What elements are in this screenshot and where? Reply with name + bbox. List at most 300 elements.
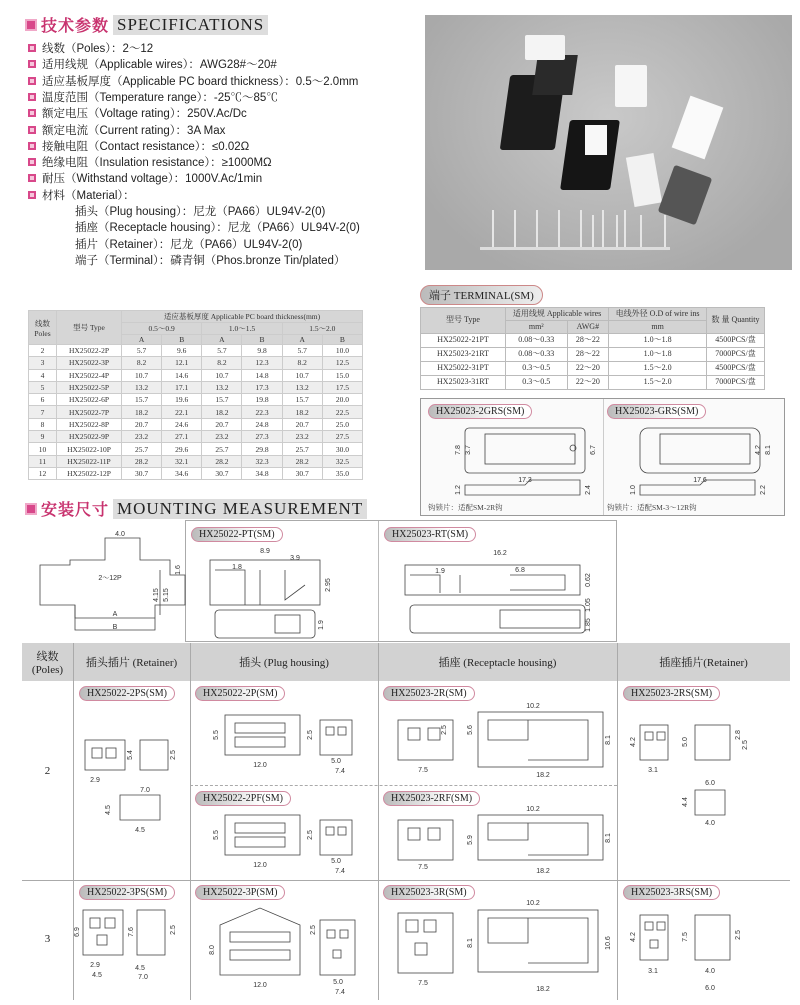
spec-item [28,187,135,203]
table-cell: 10.7 [122,369,162,381]
part-label-rt: HX25023-RT(SM) [384,527,476,542]
spec-text: 温度范围（Temperature range）：-25℃～85℃ [42,91,278,104]
header-a: A [202,335,242,345]
table-cell: 27.5 [322,431,362,443]
table-cell: 10.0 [322,345,362,357]
table-cell: HX25022-31PT [421,362,506,376]
dimension-label: 5.6 [467,725,474,735]
table-cell: 13.2 [122,381,162,393]
material-text: 插片（Retainer）：尼龙（PA66）UL94V-2(0) [75,238,303,251]
dimension-label: 12.0 [253,862,267,869]
dimension-label: 5.15 [163,588,170,602]
part-label-grs: HX25023-GRS(SM) [607,404,706,419]
table-row [29,455,363,467]
technical-drawing [30,530,180,638]
dimension-label: 2.5 [170,750,177,760]
drawing-outline [400,545,600,640]
spec-item [28,122,225,138]
dimension-label: 1.6 [175,565,182,575]
dimension-label: 10.2 [526,703,540,710]
bullet-icon [28,191,36,199]
technical-drawing [205,545,355,640]
grid-header-receptacle-retainer: 插座插片(Retainer) [617,643,790,681]
lock-note-2grs: 钩锁片：适配SM-2R钩 [428,503,503,512]
drawing-outline [75,900,187,1000]
header-od-mm: mm [609,321,707,334]
specifications-title-zh: 技术参数 [41,18,110,35]
dimension-label: 8.0 [209,945,216,955]
dimension-label: 8.1 [765,445,772,455]
table-row [29,406,363,418]
dimension-label: 4.5 [105,805,112,815]
table-cell: HX25022-7P [57,406,122,418]
table-cell: 23.2 [202,431,242,443]
spec-text: 耐压（Withstand voltage）：1000V.Ac/1min [42,173,263,186]
section-bullet-icon [25,19,37,31]
table-cell: 8.2 [202,357,242,369]
dimension-label: 5.0 [331,858,341,865]
table-cell: 5.7 [282,345,322,357]
dimension-label: 10.2 [526,900,540,907]
spec-item [28,105,247,121]
dimension-label: 3.9 [290,555,300,562]
dimension-label: 2.5 [742,740,749,750]
drawing-outline [388,700,613,780]
dimension-label: 1.9 [318,620,325,630]
spec-text: 材料（Material）： [42,189,135,202]
dimension-label: 12.0 [253,762,267,769]
dimension-label: 1.0 [630,485,637,495]
table-cell: 25.7 [122,443,162,455]
table-row [421,376,765,390]
material-text: 端子（Terminal）：磷青铜（Phos.bronze Tin/plated） [75,254,346,267]
spec-item [28,170,262,186]
dimension-label: 7.6 [128,927,135,937]
bullet-icon [28,77,36,85]
table-cell: 12 [29,467,57,479]
dimension-label: 5.0 [331,758,341,765]
table-cell: 22～20 [567,362,609,376]
table-cell: 1.0～1.8 [609,348,707,362]
dimension-label: 1.05 [585,598,592,612]
header-type: 型号 Type [57,311,122,345]
table-cell: 24.8 [242,418,282,430]
spec-text: 线数（Poles）：2～12 [42,43,154,55]
table-row [29,357,363,369]
dimension-label: 7.5 [418,767,428,774]
table-cell: 29.6 [162,443,202,455]
table-cell: 28.2 [202,455,242,467]
dimension-label: 2.4 [585,485,592,495]
table-cell: HX25022-3P [57,357,122,369]
technical-drawing [388,898,613,1000]
dimension-label: 5.9 [467,835,474,845]
header-type: 型号 Type [421,308,506,334]
mounting-heading [25,497,367,520]
drawing-outline [80,710,185,840]
part-label-2rs: HX25023-2RS(SM) [623,686,720,701]
technical-drawing [400,545,600,640]
technical-drawing [625,905,775,1000]
table-cell: 9.6 [162,345,202,357]
dimension-label: 7.5 [418,864,428,871]
bullet-icon [28,142,36,150]
dimension-label: 2.95 [325,578,332,592]
table-cell: 4500PCS/盘 [707,334,765,348]
dimension-label: 8.1 [467,938,474,948]
table-cell: HX25022-5P [57,381,122,393]
table-cell: 15.7 [202,394,242,406]
table-cell: 5.7 [202,345,242,357]
dimension-label: 1.2 [455,485,462,495]
table-cell: HX25022-21PT [421,334,506,348]
grid-header-plug-housing: 插头 (Plug housing) [190,643,378,681]
material-item [75,219,360,235]
technical-drawing [200,705,370,780]
part-label-3p: HX25022-3P(SM) [195,885,285,900]
dimension-label: 1.8 [232,564,242,571]
dimension-label: 10.6 [605,936,612,950]
grid-header-plug-retainer: 插头插片 (Retainer) [73,643,190,681]
drawing-outline [30,530,180,638]
table-cell: 13.2 [202,381,242,393]
table-cell: 4 [29,369,57,381]
drawing-outline [205,545,355,640]
table-cell: 18.2 [202,406,242,418]
material-item [75,203,325,219]
table-cell: 12.5 [322,357,362,369]
table-cell: 19.8 [242,394,282,406]
header-quantity: 数 量 Quantity [707,308,765,334]
technical-drawing [625,710,775,835]
dimension-label: A [112,611,118,618]
table-cell: 22.3 [242,406,282,418]
spec-text: 适用线规（Applicable wires）：AWG28#～20# [42,59,277,72]
material-text: 插座（Receptacle housing）：尼龙（PA66）UL94V-2(0) [75,222,360,235]
table-cell: 19.6 [162,394,202,406]
table-cell: 2 [29,345,57,357]
table-cell: 18.2 [282,406,322,418]
table-cell: 20.7 [122,418,162,430]
header-b: B [242,335,282,345]
table-cell: 8.2 [122,357,162,369]
part-label-3ps: HX25022-3PS(SM) [79,885,175,900]
table-cell: 32.5 [322,455,362,467]
table-cell: HX25023-21RT [421,348,506,362]
table-cell: 35.0 [322,467,362,479]
table-row [29,369,363,381]
dimension-label: 7.8 [455,445,462,455]
header-mm2: mm² [506,321,568,334]
technical-drawing [80,710,185,840]
dimension-label: 7.5 [418,980,428,987]
table-cell: 10.7 [282,369,322,381]
table-cell: 30.7 [122,467,162,479]
table-cell: 29.8 [242,443,282,455]
part-label-2grs: HX25023-2GRS(SM) [428,404,532,419]
table-cell: 23.2 [282,431,322,443]
bullet-icon [28,174,36,182]
bullet-icon [28,93,36,101]
mounting-title-zh: 安装尺寸 [41,502,110,519]
header-range: 1.5～2.0 [282,323,362,335]
table-cell: 34.6 [162,467,202,479]
table-cell: 10 [29,443,57,455]
table-row [29,418,363,430]
drawing-outline [455,420,595,500]
table-cell: 27.1 [162,431,202,443]
table-cell: 20.7 [202,418,242,430]
spec-item [28,56,277,72]
table-cell: 24.6 [162,418,202,430]
terminal-heading: 端子 TERMINAL(SM) [420,285,543,305]
terminal-table [420,307,765,390]
table-cell: 22.1 [162,406,202,418]
table-cell: 15.0 [322,369,362,381]
dimension-label: 8.1 [605,833,612,843]
table-cell: 0.08～0.33 [506,334,568,348]
table-row [421,348,765,362]
table-cell: 14.8 [242,369,282,381]
table-row [421,362,765,376]
table-cell: 14.6 [162,369,202,381]
table-cell: 17.5 [322,381,362,393]
dimension-label: 2.5 [441,725,448,735]
header-a: A [282,335,322,345]
technical-drawing [455,420,595,500]
table-cell: 22～20 [567,376,609,390]
bullet-icon [28,126,36,134]
bullet-icon [28,158,36,166]
dimension-label: 12.0 [253,982,267,989]
dimension-label: 17.3 [518,477,532,484]
header-poles: 线数 Poles [29,311,57,345]
dimension-label: 4.5 [135,827,145,834]
bullet-icon [28,44,36,52]
table-cell: HX25022-4P [57,369,122,381]
dimension-label: 6.9 [74,927,81,937]
product-photo [425,15,792,270]
table-cell: 25.7 [202,443,242,455]
drawing-outline [625,905,775,1000]
table-cell: 7000PCS/盘 [707,348,765,362]
specifications-heading [25,13,268,36]
dimension-label: 7.0 [138,974,148,981]
header-thickness: 适应基板厚度 Applicable PC board thickness(mm) [122,311,363,323]
dimension-label: 5.5 [213,830,220,840]
dimension-label: 18.2 [536,986,550,993]
table-cell: 34.8 [242,467,282,479]
table-cell: 23.2 [122,431,162,443]
table-row [29,431,363,443]
table-cell: HX25023-31RT [421,376,506,390]
dimension-label: 2.9 [90,777,100,784]
part-label-2rf: HX25023-2RF(SM) [383,791,480,806]
table-cell: HX25022-10P [57,443,122,455]
dimension-label: 10.2 [526,806,540,813]
dimension-label: 2.5 [735,930,742,940]
table-cell: 12.3 [242,357,282,369]
drawing-outline [200,805,370,875]
technical-drawing [630,420,770,500]
dimension-label: 17.6 [693,477,707,484]
dimension-label: 4.2 [755,445,762,455]
header-range: 1.0～1.5 [202,323,282,335]
table-cell: 8 [29,418,57,430]
dimension-label: 4.4 [682,797,689,807]
dimension-label: 2.5 [307,830,314,840]
dimension-label: 2.5 [307,730,314,740]
dimension-label: 6.7 [590,445,597,455]
table-cell: HX25022-12P [57,467,122,479]
specifications-title-en: SPECIFICATIONS [113,15,268,35]
dimension-label: 4.15 [153,588,160,602]
lock-note-grs: 钩锁片：适配SM-3～12R钩 [607,503,697,512]
technical-drawing [388,700,613,780]
table-cell: HX25022-6P [57,394,122,406]
dimension-label: 7.4 [335,768,345,775]
dimension-label: 4.0 [705,820,715,827]
dimension-label: 6.0 [705,985,715,992]
dimension-label: 5.0 [333,979,343,986]
header-od: 电线外径 O.D of wire ins [609,308,707,321]
header-a: A [122,335,162,345]
technical-drawing [200,805,370,875]
table-cell: 5 [29,381,57,393]
part-label-3rs: HX25023-3RS(SM) [623,885,720,900]
header-b: B [162,335,202,345]
table-cell: 17.1 [162,381,202,393]
table-cell: 28.2 [122,455,162,467]
dimension-label: 7.4 [335,989,345,996]
drawing-outline [200,900,370,1000]
spec-item [28,73,358,89]
table-cell: 22.5 [322,406,362,418]
drawing-outline [388,805,613,877]
table-cell: 28～22 [567,348,609,362]
dimension-label: 4.0 [115,531,125,538]
table-cell: 13.2 [282,381,322,393]
table-cell: 5.7 [122,345,162,357]
technical-drawing [200,900,370,1000]
dimension-label: 6.8 [515,567,525,574]
part-label-2ps: HX25022-2PS(SM) [79,686,175,701]
table-cell: HX25022-9P [57,431,122,443]
table-cell: HX25022-8P [57,418,122,430]
table-cell: 7000PCS/盘 [707,376,765,390]
table-cell: 25.0 [322,418,362,430]
spec-text: 接触电阻（Contact resistance）：≤0.02Ω [42,140,250,153]
table-cell: 28.2 [282,455,322,467]
table-row [29,394,363,406]
header-b: B [322,335,362,345]
table-cell: 30.0 [322,443,362,455]
table-cell: 25.7 [282,443,322,455]
table-cell: 8.2 [282,357,322,369]
poles-2: 2 [44,765,51,777]
board-thickness-table [28,310,363,480]
grid-header-receptacle-housing: 插座 (Receptacle housing) [378,643,617,681]
header-wires: 适用线规 Applicable wires [506,308,609,321]
dimension-label: 4.5 [92,972,102,979]
table-cell: 30.7 [202,467,242,479]
bullet-icon [28,109,36,117]
spec-item [28,154,272,170]
table-row [29,381,363,393]
dimension-label: 2.8 [735,730,742,740]
drawing-outline [625,710,775,835]
table-cell: 11 [29,455,57,467]
spec-text: 额定电压（Voltage rating）：250V.Ac/Dc [42,108,247,121]
table-cell: 18.2 [122,406,162,418]
table-cell: HX25022-11P [57,455,122,467]
dimension-label: 4.0 [705,968,715,975]
dimension-label: 16.2 [493,550,507,557]
drawing-outline [630,420,770,500]
dimension-label: 8.9 [260,548,270,555]
part-label-3r: HX25023-3R(SM) [383,885,475,900]
table-cell: 27.3 [242,431,282,443]
dimension-label: 4.2 [630,737,637,747]
table-cell: 20.0 [322,394,362,406]
spec-text: 额定电流（Current rating）：3A Max [42,124,226,137]
dimension-label: 1.9 [435,568,445,575]
technical-drawing [388,805,613,877]
table-row [29,467,363,479]
part-label-2pf: HX25022-2PF(SM) [195,791,291,806]
dimension-label: 4.2 [630,932,637,942]
table-row [29,443,363,455]
header-range: 0.5～0.9 [122,323,202,335]
dimension-label: 18.2 [536,868,550,875]
table-cell: 0.08～0.33 [506,348,568,362]
table-cell: 28～22 [567,334,609,348]
part-label-pt: HX25022-PT(SM) [191,527,283,542]
dimension-label: 2.5 [310,925,317,935]
dimension-label: 2.2 [760,485,767,495]
table-cell: 1.5～2.0 [609,362,707,376]
dimension-label: 2.9 [90,962,100,969]
table-cell: 3 [29,357,57,369]
table-cell: 20.7 [282,418,322,430]
table-cell: 1.5～2.0 [609,376,707,390]
dimension-label: 4.5 [135,965,145,972]
part-label-2p: HX25022-2P(SM) [195,686,285,701]
mounting-title-en: MOUNTING MEASUREMENT [113,499,367,519]
table-cell: 12.1 [162,357,202,369]
dimension-label: 5.4 [127,750,134,760]
dimension-label: 7.4 [335,868,345,875]
dimension-label: 5.0 [682,737,689,747]
table-cell: HX25022-2P [57,345,122,357]
table-cell: 32.3 [242,455,282,467]
material-item [75,252,345,268]
dimension-label: B [112,624,118,631]
poles-3: 3 [44,933,51,945]
table-row [29,345,363,357]
table-cell: 1.0～1.8 [609,334,707,348]
spec-item [28,40,153,56]
table-cell: 10.7 [202,369,242,381]
spec-text: 适应基板厚度（Applicable PC board thickness）：0.5～2.0mm [42,75,359,88]
table-cell: 17.3 [242,381,282,393]
spec-text: 绝缘电阻（Insulation resistance）：≥1000MΩ [42,157,272,170]
table-cell: 0.3～0.5 [506,376,568,390]
dimension-label: 1.85 [585,618,592,632]
dimension-label: 2～12P [98,575,122,582]
dimension-label: 8.1 [605,735,612,745]
dimension-label: 3.7 [465,445,472,455]
